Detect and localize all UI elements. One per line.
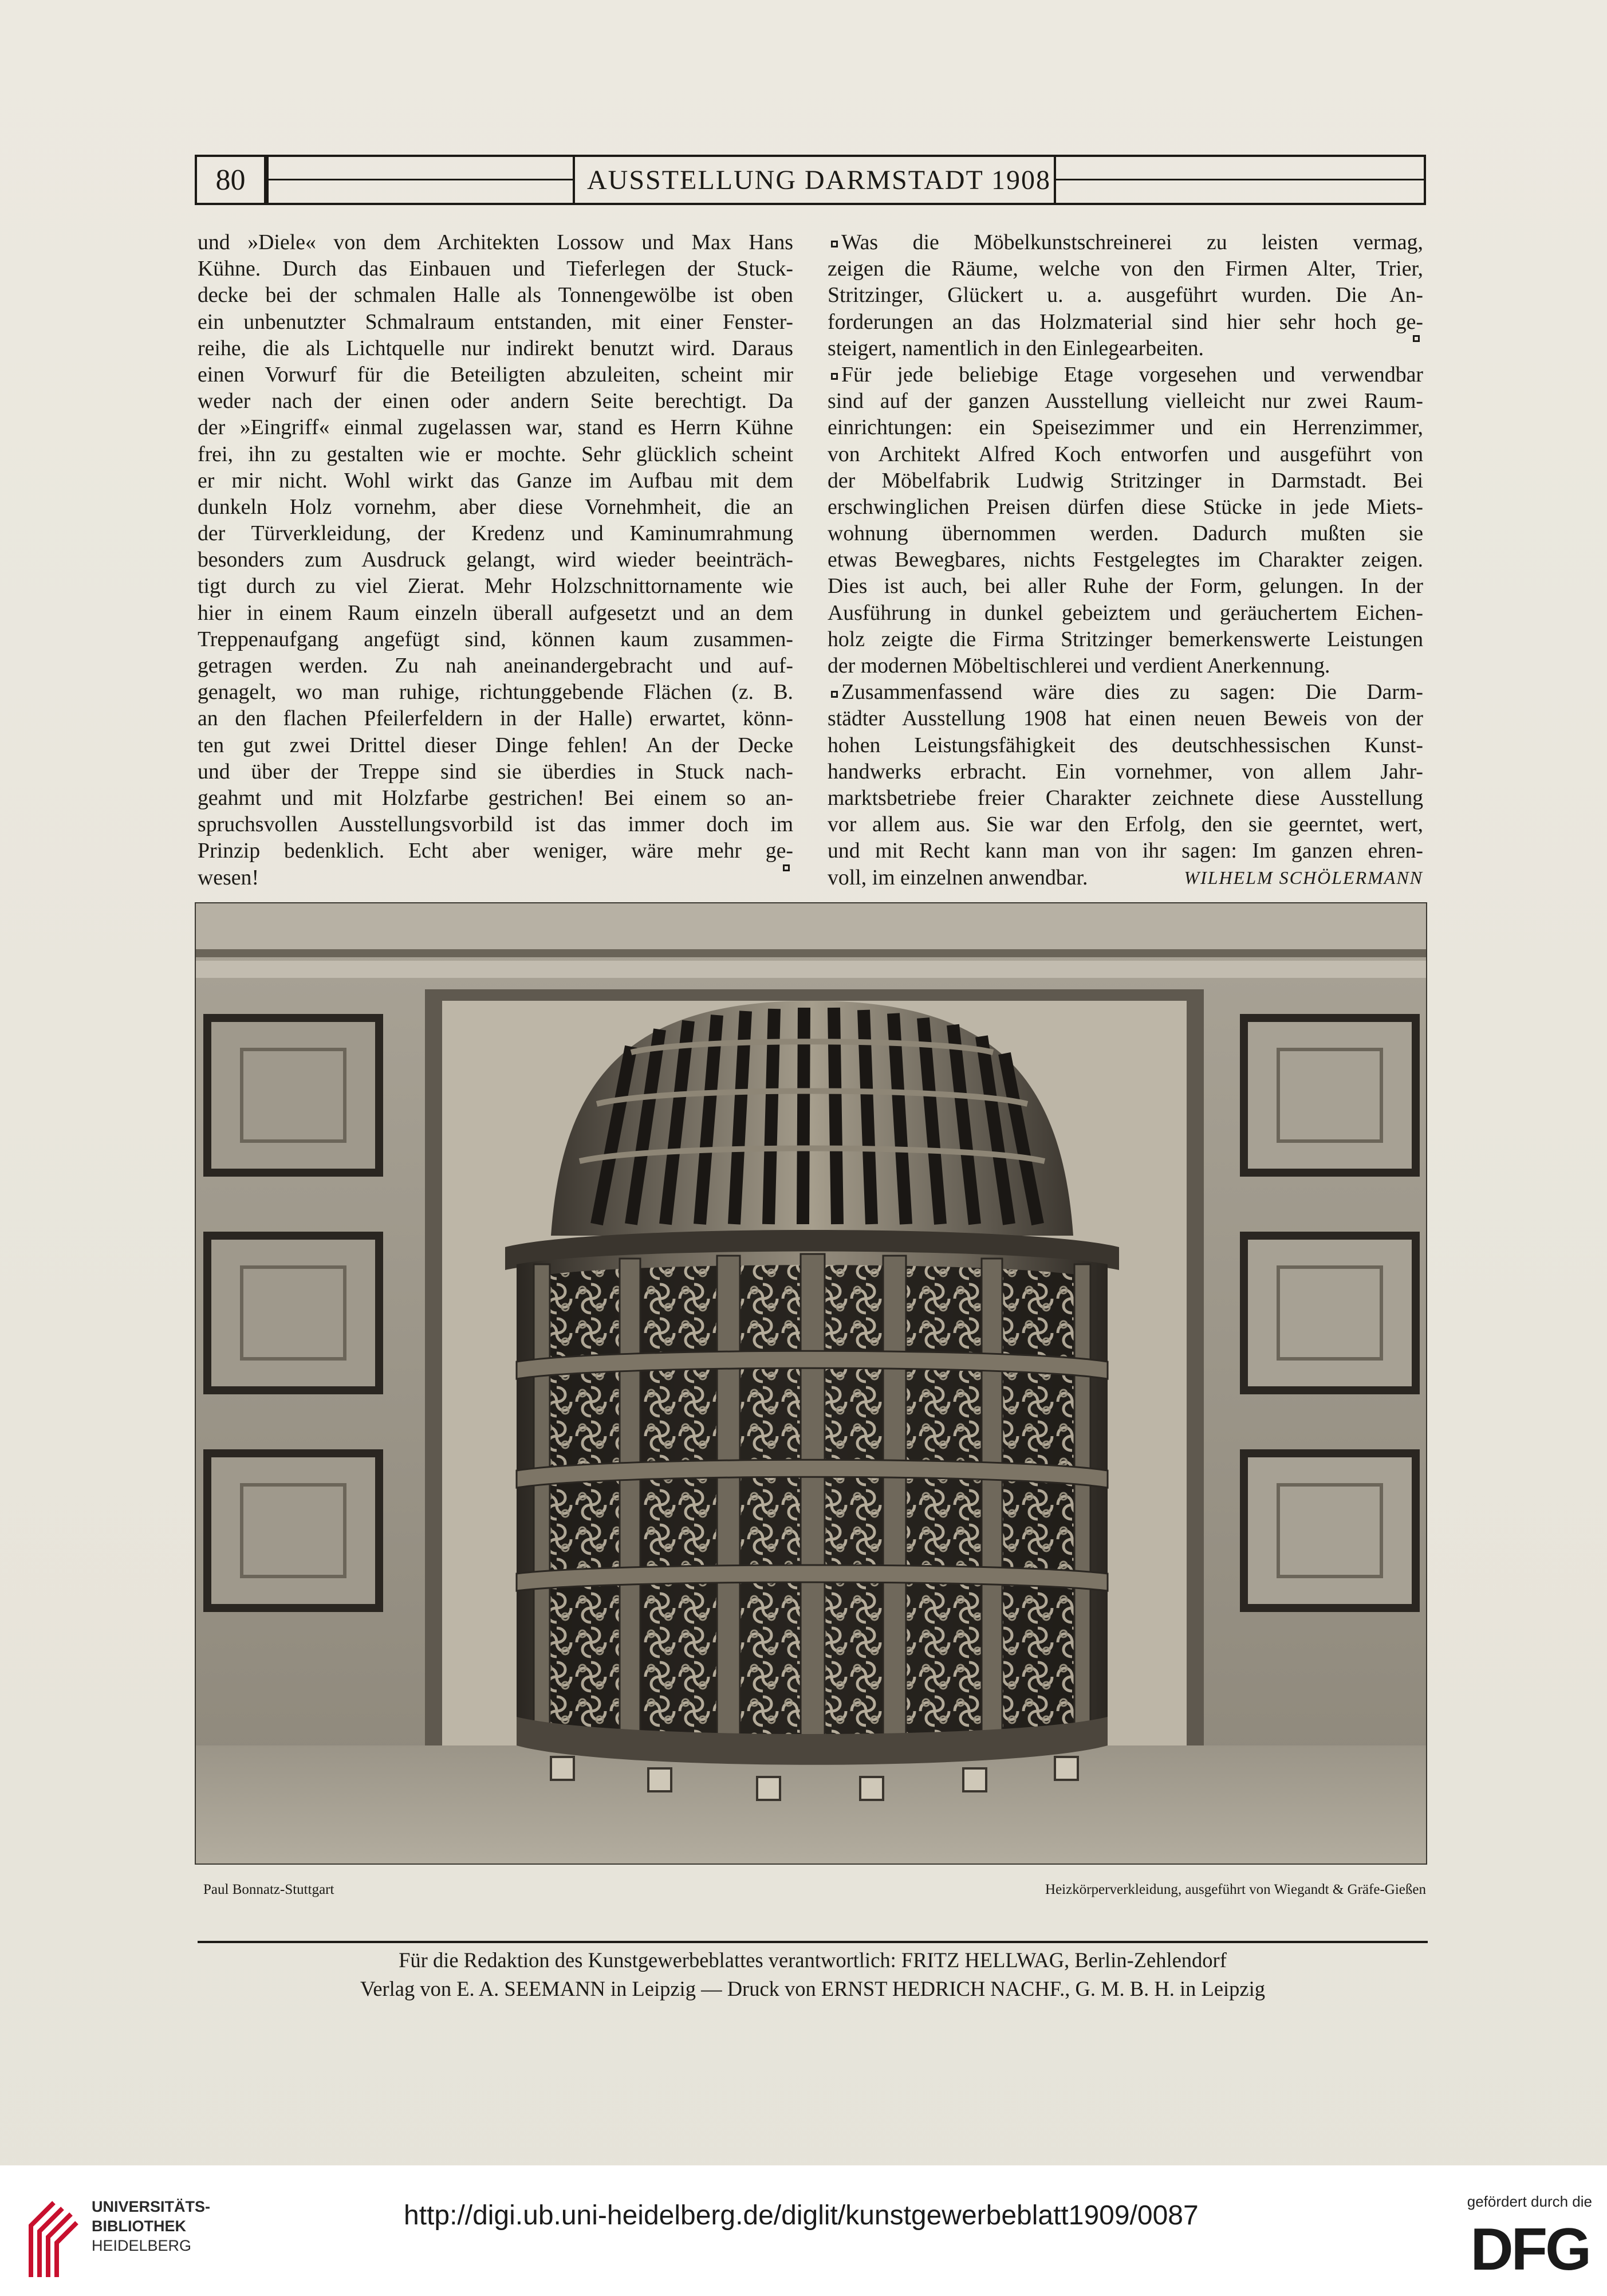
text-line: Prinzip bedenklich. Echt aber weniger, wäre mehr ge- bbox=[198, 839, 793, 863]
library-name-line: HEIDELBERG bbox=[92, 2237, 192, 2254]
text-line: wesen! bbox=[198, 864, 793, 891]
author-signature: WILHELM SCHÖLERMANN bbox=[1184, 867, 1423, 888]
text-line: der modernen Möbeltischlerei und verdient Anerkennung. bbox=[828, 654, 1330, 678]
university-library-logo-icon bbox=[19, 2191, 82, 2283]
text-line: Dies ist auch, bei aller Ruhe der Form, gelungen. In der bbox=[828, 574, 1423, 599]
text-line: steigert, namentlich in den Einlegearbeiten. bbox=[828, 335, 1423, 361]
page-number: 80 bbox=[195, 155, 266, 205]
text-line: weder nach der einen oder andern Seite berechtigt. Da bbox=[198, 389, 793, 414]
text-line: städter Ausstellung 1908 hat einen neuen Beweis von der bbox=[828, 706, 1423, 731]
text-line: hier in einem Raum einzeln überall aufgesetzt und an dem bbox=[198, 600, 793, 625]
text-line: wohnung übernommen werden. Dadurch mußten sie bbox=[828, 521, 1423, 546]
running-header bbox=[195, 155, 1426, 207]
text-line: sind auf der ganzen Ausstellung vielleicht nur zwei Raum- bbox=[828, 389, 1423, 414]
funding-note: gefördert durch die bbox=[1467, 2193, 1592, 2210]
text-line: und über der Treppe sind sie überdies in Stuck nach- bbox=[198, 759, 793, 784]
text-line: Treppenaufgang angefügt sind, können kaum zusammen- bbox=[198, 627, 793, 651]
text-line: besonders zum Ausdruck gelangt, wird wieder beeinträch- bbox=[198, 548, 793, 572]
text-line: hohen Leistungsfähigkeit des deutschhessischen Kunst- bbox=[828, 733, 1423, 757]
dfg-logo-icon bbox=[1432, 2217, 1592, 2280]
text-line: einrichtungen: ein Speisezimmer und ein Herrenzimmer, bbox=[828, 415, 1423, 440]
text-line: an den flachen Pfeilerfeldern in der Halle) erwartet, könn- bbox=[198, 706, 793, 731]
text-line: Stritzinger, Glückert u. a. ausgeführt wurden. Die An- bbox=[828, 283, 1423, 308]
text-line: getragen werden. Zu nah aneinandergebracht und auf- bbox=[198, 654, 793, 678]
text-line: von Architekt Alfred Koch entworfen und ausgeführt von bbox=[828, 442, 1423, 466]
text-line: dunkeln Holz vornehm, aber diese Vornehmheit, die an bbox=[198, 494, 793, 519]
dfg-wordmark: DFG bbox=[1470, 2217, 1589, 2280]
source-link[interactable]: http://digi.ub.uni-heidelberg.de/diglit/kunstgewerbeblatt1909/0087 bbox=[404, 2200, 1199, 2231]
paragraph-mark-icon bbox=[783, 864, 790, 871]
text-line: ein unbenutzter Schmalraum entstanden, mit einer Fenster- bbox=[198, 309, 793, 334]
imprint-rule bbox=[198, 1941, 1428, 1943]
text-line: Für jede beliebige Etage vorgesehen und verwendbar bbox=[828, 361, 1423, 388]
text-line: decke bei der schmalen Halle als Tonnengewölbe ist oben bbox=[198, 283, 793, 308]
text-line: der Türverkleidung, der Kredenz und Kaminumrahmung bbox=[198, 521, 793, 546]
text-line: etwas Bewegbares, nichts Festgelegtes im Charakter zeigen. bbox=[828, 548, 1423, 572]
running-title: AUSSTELLUNG DARMSTADT 1908 bbox=[587, 164, 1051, 195]
text-line: marktsbetriebe freier Charakter zeichnete diese Ausstellung bbox=[828, 785, 1423, 810]
text-line: tigt durch zu viel Zierat. Mehr Holzschnittornamente wie bbox=[198, 574, 793, 599]
text-line: Zusammenfassend wäre dies zu sagen: Die Darm- bbox=[828, 679, 1423, 705]
paragraph-mark-icon bbox=[1413, 335, 1420, 342]
text-line: voll, im einzelnen anwendbar. WILHELM SCHÖLERMANN bbox=[828, 864, 1423, 891]
text-line: forderungen an das Holzmaterial sind hier sehr hoch ge- bbox=[828, 309, 1423, 334]
text-line: Ausführung in dunkel gebeiztem und geräuchertem Eichen- bbox=[828, 600, 1423, 625]
paragraph-mark-icon bbox=[831, 241, 838, 247]
text-line: ten gut zwei Drittel dieser Dinge fehlen! An der Decke bbox=[198, 733, 793, 757]
text-line: und mit Recht kann man von ihr sagen: Im ganzen ehren- bbox=[828, 839, 1423, 863]
text-line: genagelt, wo man ruhige, richtunggebende Flächen (z. B. bbox=[198, 680, 793, 705]
header-divider bbox=[1424, 155, 1426, 205]
library-name-line: BIBLIOTHEK bbox=[92, 2218, 186, 2235]
text-line: spruchsvollen Ausstellungsvorbild ist das immer doch im bbox=[198, 812, 793, 837]
text-line: der »Eingriff« einmal zugelassen war, stand es Herrn Kühne bbox=[198, 415, 793, 440]
imprint-editor: Für die Redaktion des Kunstgewerbeblattes verantwortlich: FRITZ HELLWAG, Berlin-Zehlendorf bbox=[399, 1948, 1227, 1972]
text-line: zeigen die Räume, welche von den Firmen Alter, Trier, bbox=[828, 257, 1423, 281]
header-rule-right bbox=[1054, 179, 1426, 180]
photo-credit: Paul Bonnatz-Stuttgart bbox=[203, 1882, 334, 1897]
text-line: Was die Möbelkunstschreinerei zu leisten vermag, bbox=[828, 229, 1423, 255]
text-line: vor allem aus. Sie war den Erfolg, den sie geerntet, wert, bbox=[828, 812, 1423, 837]
text-line: reihe, die als Lichtquelle nur indirekt benutzt wird. Daraus bbox=[198, 336, 793, 360]
text-column-right bbox=[828, 229, 1423, 891]
text-line: er mir nicht. Wohl wirkt das Ganze im Aufbau mit dem bbox=[198, 468, 793, 493]
paragraph-mark-icon bbox=[831, 373, 838, 380]
text-line: frei, ihn zu gestalten wie er mochte. Sehr glücklich scheint bbox=[198, 442, 793, 466]
text-line: erschwinglichen Preisen dürfen diese Stücke in jede Miets- bbox=[828, 494, 1423, 519]
library-name-line: UNIVERSITÄTS- bbox=[92, 2198, 211, 2215]
text-line: geahmt und mit Holzfarbe gestrichen! Bei einem so an- bbox=[198, 785, 793, 810]
imprint-publisher: Verlag von E. A. SEEMANN in Leipzig — Druck von ERNST HEDRICH NACHF., G. M. B. H. in Leipzig bbox=[360, 1977, 1265, 2000]
text-line: der Möbelfabrik Ludwig Stritzinger in Darmstadt. Bei bbox=[828, 468, 1423, 493]
text-line: einen Vorwurf für die Beteiligten abzuleiten, scheint mir bbox=[198, 362, 793, 387]
text-line: Kühne. Durch das Einbauen und Tieferlegen der Stuck- bbox=[198, 257, 793, 281]
header-rule-left bbox=[266, 179, 573, 180]
photograph-radiator-cover bbox=[195, 902, 1427, 1865]
paragraph-mark-icon bbox=[831, 691, 838, 698]
text-line: handwerks erbracht. Ein vornehmer, von allem Jahr- bbox=[828, 759, 1423, 784]
photo-caption: Heizkörperverkleidung, ausgeführt von Wiegandt & Gräfe-Gießen bbox=[1045, 1882, 1426, 1897]
text-line: holz zeigte die Firma Stritzinger bemerkenswerte Leistungen bbox=[828, 627, 1423, 651]
text-column-left bbox=[198, 229, 793, 891]
text-line: und »Diele« von dem Architekten Lossow und Max Hans bbox=[198, 230, 793, 254]
library-name bbox=[92, 2197, 210, 2255]
